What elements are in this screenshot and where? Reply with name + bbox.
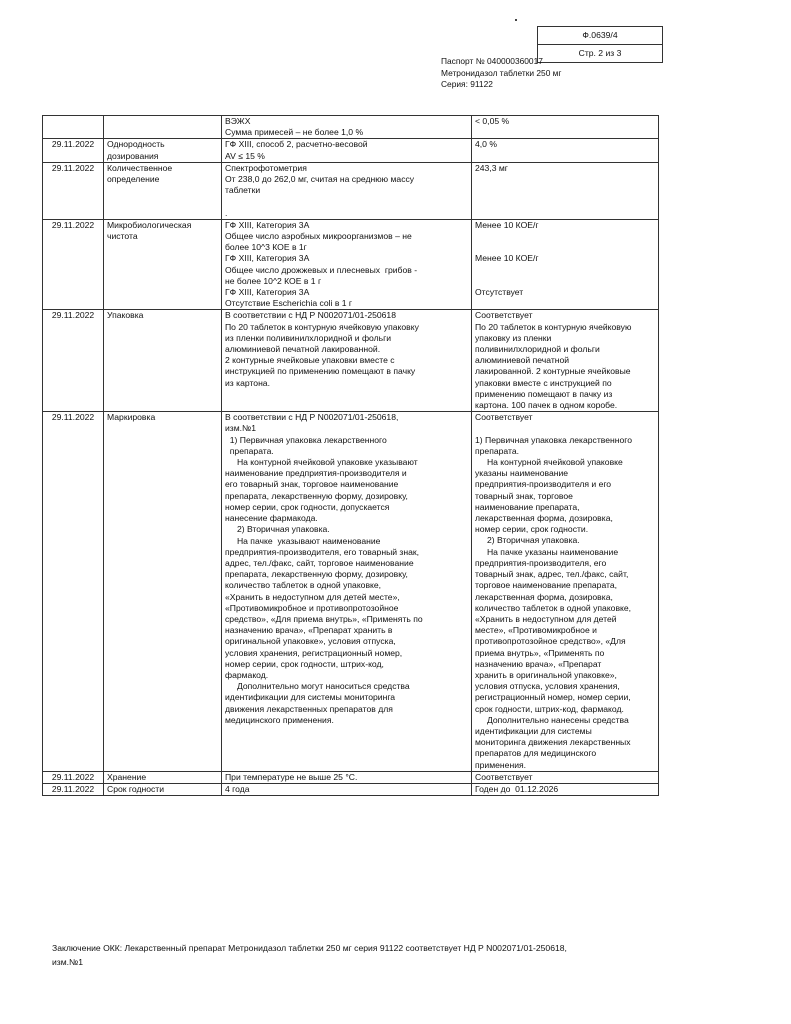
test-result-line: противопротозойное средство», «Для xyxy=(475,636,626,647)
test-date-line: 29.11.2022 xyxy=(51,412,95,423)
test-requirement-line: 2) Вторичная упаковка. xyxy=(225,524,330,535)
test-date xyxy=(43,219,104,310)
test-name-line: Однородность xyxy=(107,139,165,150)
test-requirement-line: Отсутствие Escherichia coli в 1 г xyxy=(225,298,353,309)
test-requirement-line: наименование предприятия-производителя и xyxy=(225,468,407,479)
test-requirement-line: номер серии, срок годности, допускается xyxy=(225,501,390,512)
test-requirement-line: препарата. xyxy=(225,445,274,456)
test-requirement-line: движения лекарственных препаратов для xyxy=(225,703,393,714)
test-requirement-line: адрес, тел./факс, сайт, торговое наименование xyxy=(225,557,414,568)
test-requirement-line: 1) Первичная упаковка лекарственного xyxy=(225,434,387,445)
test-requirement-line: На пачке указывают наименование xyxy=(225,535,381,546)
passport-product: Метронидазол таблетки 250 мг xyxy=(441,67,562,78)
test-requirement-line: «Противомикробное и противопротозойное xyxy=(225,602,399,613)
test-requirement-line: Спектрофотометрия xyxy=(225,162,307,173)
test-requirement-line: . xyxy=(225,207,228,218)
test-result-line: применения. xyxy=(475,759,527,770)
test-result-line: количество таблеток в одной упаковке, xyxy=(475,602,632,613)
test-result-line: 243,3 мг xyxy=(475,162,508,173)
test-requirement-line xyxy=(225,196,468,207)
test-result-line: предприятия-производителя и его xyxy=(475,479,612,490)
test-requirement-line: ВЭЖХ xyxy=(225,116,251,126)
test-result-line: Отсутствует xyxy=(475,286,524,297)
test-name-line: Микробиологическая xyxy=(107,219,192,230)
test-date-line xyxy=(46,116,100,127)
test-result-line: лекарственная форма, дозировка, xyxy=(475,591,613,602)
test-result-line: упаковку из пленки xyxy=(475,332,552,343)
test-date-line: 29.11.2022 xyxy=(51,310,95,321)
conclusion xyxy=(52,942,612,969)
test-requirement-line: идентификации для системы мониторинга xyxy=(225,692,396,703)
test-result-line: Годен до 01.12.2026 xyxy=(475,783,559,794)
table-row xyxy=(43,219,659,310)
test-requirement-line: назначению врача», «Препарат хранить в xyxy=(225,625,393,636)
test-result-line xyxy=(475,276,655,287)
test-requirement-line: «Хранить в недоступном для детей месте», xyxy=(225,591,400,602)
conclusion-line-2: изм.№1 xyxy=(52,956,84,967)
table-row xyxy=(43,771,659,783)
test-name-line: Количественное xyxy=(107,162,173,173)
test-requirement xyxy=(222,162,472,219)
test-requirement-line: его товарный знак, торговое наименование xyxy=(225,479,399,490)
test-requirement-line: таблетки xyxy=(225,185,261,196)
test-date xyxy=(43,139,104,162)
test-result xyxy=(472,783,659,795)
page-indicator: Стр. 2 из 3 xyxy=(538,44,662,62)
test-result-line: 2) Вторичная упаковка. xyxy=(475,535,580,546)
test-name-line xyxy=(107,116,218,127)
test-result-line: лекарственная форма, дозировка, xyxy=(475,513,613,524)
test-requirement-line: препарата, лекарственную форму, дозировку, xyxy=(225,569,408,580)
test-result-line xyxy=(475,265,655,276)
test-date xyxy=(43,116,104,139)
test-result-line: применению помещают в пачку из xyxy=(475,388,613,399)
table-row xyxy=(43,162,659,219)
test-date-line: 29.11.2022 xyxy=(51,139,95,150)
test-requirement-line: препарата, лекарственную форму, дозировку, xyxy=(225,490,408,501)
test-name xyxy=(104,783,222,795)
test-result-line: регистрационный номер, номер серии, xyxy=(475,692,631,703)
test-result-line: товарный знак, адрес, тел./факс, сайт, xyxy=(475,569,629,580)
conclusion-line-1: Заключение ОКК: Лекарственный препарат Метронидазол таблетки 250 мг серия 91122 соответствует НД Р N002071/01-250618, xyxy=(52,943,567,953)
test-requirement-line: количество таблеток в одной упаковке, xyxy=(225,580,382,591)
test-result-line: предприятия-производителя, его xyxy=(475,557,607,568)
test-result-line xyxy=(475,298,655,309)
test-result xyxy=(472,771,659,783)
test-date xyxy=(43,162,104,219)
test-result-line: упаковки вместе с инструкцией по xyxy=(475,377,612,388)
test-result-line xyxy=(475,423,655,434)
test-requirement-line: не более 10^2 КОЕ в 1 г xyxy=(225,275,322,286)
test-result-line: < 0,05 % xyxy=(475,116,510,126)
test-requirement-line: номер серии, срок годности, штрих-код, xyxy=(225,658,384,669)
test-requirement-line: 2 контурные ячейковые упаковки вместе с xyxy=(225,355,395,366)
test-name-line: Маркировка xyxy=(107,412,156,423)
test-name-line: Упаковка xyxy=(107,310,144,321)
test-result-line: На пачке указаны наименование xyxy=(475,546,619,557)
test-results-table xyxy=(42,115,659,796)
table-row xyxy=(43,412,659,771)
test-date-line: 29.11.2022 xyxy=(51,771,95,782)
test-result-line: месте», «Противомикробное и xyxy=(475,625,597,636)
test-result-line: Соответствует xyxy=(475,310,533,321)
test-requirement-line: Сумма примесей – не более 1,0 % xyxy=(225,127,364,138)
test-date-line: 29.11.2022 xyxy=(51,162,95,173)
test-result-line: хранить в оригинальной упаковке», xyxy=(475,669,617,680)
passport-number: Паспорт № 040000360017 xyxy=(441,56,543,66)
test-result-line: поливинилхлоридной и фольги xyxy=(475,344,600,355)
test-result-line: Соответствует xyxy=(475,771,533,782)
test-name xyxy=(104,162,222,219)
test-result-line: На контурной ячейковой упаковке xyxy=(475,457,623,468)
test-requirement xyxy=(222,139,472,162)
test-requirement-line: нанесение фармакода. xyxy=(225,513,318,524)
test-result-line: указаны наименование xyxy=(475,468,569,479)
test-result-line: препарата. xyxy=(475,445,520,456)
test-name xyxy=(104,219,222,310)
test-result-line: товарный знак, торговое xyxy=(475,490,573,501)
table-row xyxy=(43,783,659,795)
test-requirement-line: Дополнительно могут наноситься средства xyxy=(225,681,410,692)
table-row xyxy=(43,116,659,139)
test-name-line: чистота xyxy=(107,231,138,242)
test-requirement-line: Общее число дрожжевых и плесневых грибов - xyxy=(225,264,418,275)
test-result-line xyxy=(475,231,655,242)
test-requirement-line: 4 года xyxy=(225,783,250,794)
test-result-line: Дополнительно нанесены средства xyxy=(475,714,629,725)
test-requirement-line: условия хранения, регистрационный номер, xyxy=(225,647,403,658)
test-date xyxy=(43,310,104,412)
test-requirement-line: более 10^3 КОЕ в 1г xyxy=(225,242,307,253)
test-name xyxy=(104,116,222,139)
test-result-line: Соответствует xyxy=(475,412,533,423)
test-requirement-line: изм.№1 xyxy=(225,423,257,434)
test-result-line: Менее 10 КОЕ/г xyxy=(475,219,539,230)
test-result xyxy=(472,162,659,219)
test-requirement-line: алюминиевой печатной лакированной. xyxy=(225,344,381,355)
passport-series: Серия: 91122 xyxy=(441,79,493,89)
test-result-line: картона. 100 пачек в одном коробе. xyxy=(475,400,618,411)
test-requirement-line: из картона. xyxy=(225,377,270,388)
test-result-line: приема внутрь», «Применять по xyxy=(475,647,605,658)
test-name xyxy=(104,139,222,162)
test-requirement xyxy=(222,310,472,412)
test-requirement-line: Общее число аэробных микроорганизмов – не xyxy=(225,231,412,242)
test-requirement-line: из пленки поливинилхлоридной и фольги xyxy=(225,332,392,343)
test-name xyxy=(104,412,222,771)
test-result-line: мониторинга движения лекарственных xyxy=(475,737,631,748)
test-result-line: назначению врача», «Препарат xyxy=(475,658,602,669)
table-row xyxy=(43,139,659,162)
test-requirement-line: По 20 таблеток в контурную ячейковую упаковку xyxy=(225,321,419,332)
test-result xyxy=(472,219,659,310)
test-result-line: условия отпуска, условия хранения, xyxy=(475,681,620,692)
test-requirement-line: ГФ XIII, Категория 3А xyxy=(225,253,310,264)
test-result-line: наименование препарата, xyxy=(475,501,580,512)
test-result-line: Менее 10 КОЕ/г xyxy=(475,253,539,264)
test-requirement-line: медицинского применения. xyxy=(225,714,334,725)
test-requirement xyxy=(222,771,472,783)
test-requirement-line: В соответствии с НД Р N002071/01-250618, xyxy=(225,412,399,423)
test-result-line: срок годности, штрих-код, фармакод. xyxy=(475,703,624,714)
test-requirement-line: AV ≤ 15 % xyxy=(225,150,265,161)
form-code: Ф.0639/4 xyxy=(582,30,618,40)
test-result-line: алюминиевой печатной xyxy=(475,355,570,366)
test-date xyxy=(43,783,104,795)
test-requirement-line: оригинальной упаковке», условия отпуска, xyxy=(225,636,396,647)
table-row xyxy=(43,310,659,412)
test-name xyxy=(104,771,222,783)
test-result-line: По 20 таблеток в контурную ячейковую xyxy=(475,321,632,332)
test-date xyxy=(43,412,104,771)
test-result-line xyxy=(475,242,655,253)
test-requirement-line: инструкцией по применению помещают в пачку xyxy=(225,366,416,377)
test-date-line: 29.11.2022 xyxy=(51,783,95,794)
test-requirement-line: На контурной ячейковой упаковке указывают xyxy=(225,457,418,468)
test-requirement xyxy=(222,219,472,310)
test-result-line: торговое наименование препарата, xyxy=(475,580,618,591)
test-requirement xyxy=(222,783,472,795)
test-requirement-line: фармакод. xyxy=(225,669,269,680)
test-name-line: Срок годности xyxy=(107,783,165,794)
test-result-line: препаратов для медицинского xyxy=(475,748,597,759)
test-result xyxy=(472,139,659,162)
test-requirement-line: ГФ XIII, Категория 3А xyxy=(225,287,310,298)
test-result-line: номер серии, срок годности. xyxy=(475,524,589,535)
test-requirement-line: ГФ XIII, способ 2, расчетно-весовой xyxy=(225,139,368,150)
test-result-line: 1) Первичная упаковка лекарственного xyxy=(475,434,632,445)
test-date xyxy=(43,771,104,783)
test-date-line: 29.11.2022 xyxy=(51,219,95,230)
test-name-line: определение xyxy=(107,174,160,185)
test-result xyxy=(472,116,659,139)
test-name-line: Хранение xyxy=(107,771,147,782)
test-result-line: 4,0 % xyxy=(475,139,497,150)
test-result-line: «Хранить в недоступном для детей xyxy=(475,613,617,624)
test-requirement-line: От 238,0 до 262,0 мг, считая на среднюю массу xyxy=(225,174,415,185)
passport-header xyxy=(441,56,562,91)
test-name-line: дозирования xyxy=(107,150,159,161)
test-requirement-line: ГФ XIII, Категория 3А xyxy=(225,219,310,230)
test-result-line: лакированной. 2 контурные ячейковые xyxy=(475,366,631,377)
scan-mark xyxy=(515,19,517,21)
test-result-line: идентификации для системы xyxy=(475,725,592,736)
test-requirement xyxy=(222,116,472,139)
test-name xyxy=(104,310,222,412)
test-requirement-line: При температуре не выше 25 °С. xyxy=(225,771,358,782)
test-requirement-line: В соответствии с НД Р N002071/01-250618 xyxy=(225,310,396,321)
test-requirement xyxy=(222,412,472,771)
test-result xyxy=(472,412,659,771)
test-result xyxy=(472,310,659,412)
test-requirement-line: средство», «Для приема внутрь», «Применять по xyxy=(225,613,423,624)
test-requirement-line: предприятия-производителя, его товарный знак, xyxy=(225,546,420,557)
